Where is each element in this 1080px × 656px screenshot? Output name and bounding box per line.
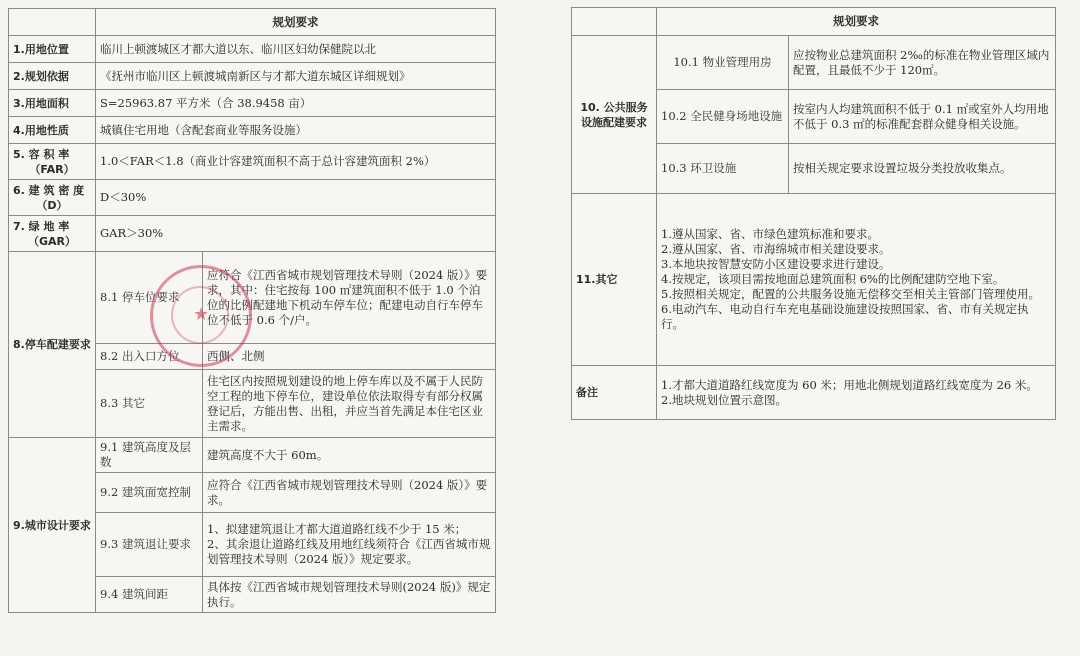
list-item: 1.遵从国家、省、市绿色建筑标准和要求。: [661, 227, 879, 241]
row-label-notes: 备注: [572, 366, 657, 420]
sub-value-parking-other: 住宅区内按照规划建设的地上停车库以及不属于人民防空工程的地下停车位，建设单位依法取得专有部分权属登记后，方能出售、出租，并应当首先满足本住宅区业主需求。: [203, 370, 496, 438]
setback-item-1: 1、拟建建筑退让才都大道道路红线不少于 15 米；: [207, 522, 467, 536]
list-item: 6.电动汽车、电动自行车充电基础设施建设按照国家、省、市有关规定执行。: [661, 302, 1029, 331]
row-value-planning-basis: 《抚州市临川区上顿渡城南新区与才都大道东城区详细规划》: [96, 63, 496, 90]
far-label-line2: （FAR）: [29, 162, 75, 176]
sub-value-facade-width: 应符合《江西省城市规划管理技术导则（2024 版）》要求。: [203, 473, 496, 513]
row-label-parking: 8.停车配建要求: [9, 252, 96, 438]
list-item: 2.遵从国家、省、市海绵城市相关建设要求。: [661, 242, 891, 256]
sub-label-entrance: 8.2 出入口方位: [96, 344, 203, 370]
green-label-line1: 7. 绿 地 率: [13, 219, 70, 233]
sub-value-spacing: 具体按《江西省城市规划管理技术导则(2024 版)》规定执行。: [203, 577, 496, 613]
sub-label-setback: 9.3 建筑退让要求: [96, 513, 203, 577]
list-item: 3.本地块按智慧安防小区建设要求进行建设。: [661, 257, 891, 271]
sub-value-fitness: 按室内人均建筑面积不低于 0.1 ㎡或室外人均用地不低于 0.3 ㎡的标准配套群众健身相关设施。: [789, 90, 1056, 144]
right-table-header-blank: [572, 8, 657, 36]
list-item: 5.按照相关规定，配置的公共服务设施无偿移交至相关主管部门管理使用。: [661, 287, 1040, 301]
row-label-site-location: 1.用地位置: [9, 36, 96, 63]
row-value-density: D＜30%: [96, 180, 496, 216]
sub-label-building-height: 9.1 建筑高度及层数: [96, 438, 203, 473]
sub-label-parking-spaces: 8.1 停车位要求: [96, 252, 203, 344]
row-label-public-facilities: 10. 公共服务设施配建要求: [572, 36, 657, 194]
row-value-site-area: S=25963.87 平方米（合 38.9458 亩）: [96, 90, 496, 117]
right-table-header: 规划要求: [657, 8, 1056, 36]
seal-star-icon: ★: [193, 304, 210, 325]
row-label-other: 11.其它: [572, 194, 657, 366]
table-header: 规划要求: [96, 9, 496, 36]
setback-item-2: 2、其余退让道路红线及用地红线须符合《江西省城市规划管理技术导则（2024 版）》规定要求。: [207, 537, 491, 566]
row-label-urban-design: 9.城市设计要求: [9, 438, 96, 613]
row-value-far: 1.0＜FAR＜1.8（商业计容建筑面积不高于总计容建筑面积 2%）: [96, 144, 496, 180]
sub-value-setback: [203, 513, 496, 577]
row-label-green-ratio: [9, 216, 96, 252]
sub-value-building-height: 建筑高度不大于 60m。: [203, 438, 496, 473]
table-header-blank: [9, 9, 96, 36]
list-item: 1.才都大道道路红线宽度为 60 米；用地北侧规划道路红线宽度为 26 米。: [661, 377, 1038, 392]
sub-value-sanitation: 按相关规定要求设置垃圾分类投放收集点。: [789, 144, 1056, 194]
list-item: 2.地块规划位置示意图。: [661, 392, 787, 407]
green-label-line2: （GAR）: [27, 234, 76, 248]
list-item: 4.按规定，该项目需按地面总建筑面积 6%的比例配建防空地下室。: [661, 272, 1005, 286]
row-label-site-area: 3.用地面积: [9, 90, 96, 117]
row-label-land-use: 4.用地性质: [9, 117, 96, 144]
row-value-site-location: 临川上顿渡城区才都大道以东、临川区妇幼保健院以北: [96, 36, 496, 63]
row-value-green-ratio: GAR＞30%: [96, 216, 496, 252]
density-label-line1: 6. 建 筑 密 度: [13, 183, 85, 197]
row-label-density: [9, 180, 96, 216]
row-label-far: [9, 144, 96, 180]
planning-requirements-table-left: [8, 8, 496, 613]
far-label-line1: 5. 容 积 率: [13, 147, 70, 161]
row-value-notes: [657, 366, 1056, 420]
sub-label-facade-width: 9.2 建筑面宽控制: [96, 473, 203, 513]
sub-label-spacing: 9.4 建筑间距: [96, 577, 203, 613]
planning-requirements-table-right: [571, 7, 1056, 420]
sub-value-parking-spaces: 应符合《江西省城市规划管理技术导则（2024 版）》要求，其中：住宅按每 100 ㎡建筑面积不低于 1.0 个泊位的比例配建地下机动车停车位；配建电动自行车停车位不低于 0.6 个/户。: [203, 252, 496, 344]
sub-label-parking-other: 8.3 其它: [96, 370, 203, 438]
row-value-land-use: 城镇住宅用地（含配套商业等服务设施）: [96, 117, 496, 144]
sub-label-sanitation: 10.3 环卫设施: [657, 144, 789, 194]
sub-value-entrance: 西侧、北侧: [203, 344, 496, 370]
sub-label-fitness: 10.2 全民健身场地设施: [657, 90, 789, 144]
sub-label-property-mgmt: 10.1 物业管理用房: [657, 36, 789, 90]
density-label-line2: （D）: [36, 198, 68, 212]
sub-value-property-mgmt: 应按物业总建筑面积 2‰的标准在物业管理区域内配置，且最低不少于 120㎡。: [789, 36, 1056, 90]
row-value-other: [657, 194, 1056, 366]
row-label-planning-basis: 2.规划依据: [9, 63, 96, 90]
